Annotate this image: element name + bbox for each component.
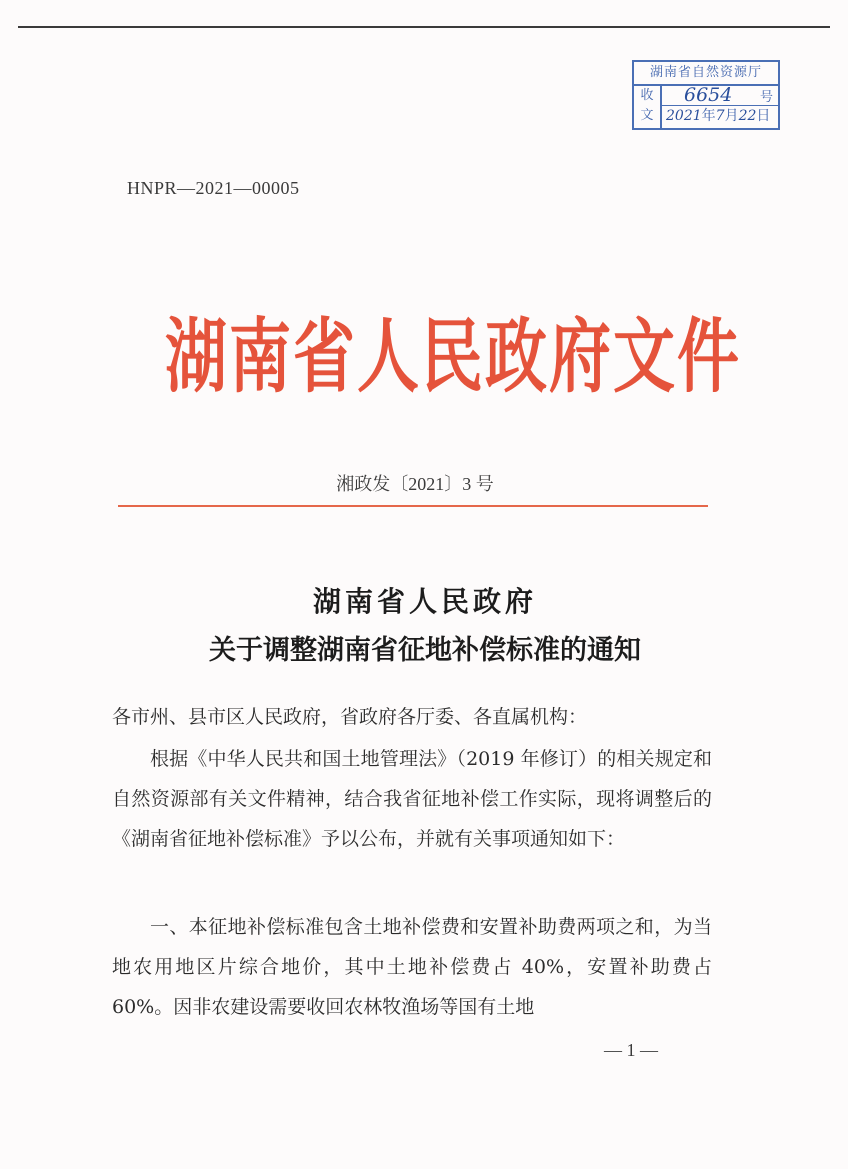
document-code: HNPR—2021—00005 bbox=[127, 178, 300, 198]
stamp-receipt-number: 6654 bbox=[684, 84, 733, 106]
stamp-date-day: 22 bbox=[738, 108, 757, 124]
stamp-date-year: 2021 bbox=[666, 108, 702, 124]
stamp-divider-vertical bbox=[660, 84, 662, 128]
receipt-stamp bbox=[632, 60, 780, 130]
red-divider-line bbox=[118, 505, 708, 507]
stamp-receive-label: 收 bbox=[640, 88, 654, 103]
stamp-document-label: 文 bbox=[640, 108, 654, 123]
stamp-year-char: 年 bbox=[701, 108, 716, 124]
top-border-line bbox=[18, 26, 830, 28]
paragraph-intro: 根据《中华人民共和国土地管理法》（2019 年修订）的相关规定和自然资源部有关文件精神，结合我省征地补偿工作实际，现将调整后的《湖南省征地补偿标准》予以公布，并就有关事项通知如下： bbox=[112, 748, 712, 850]
red-header-title: 湖南省人民政府文件 bbox=[165, 308, 742, 404]
issue-number: 湘政发〔2021〕3 号 bbox=[336, 474, 494, 494]
stamp-number-suffix: 号 bbox=[760, 90, 774, 105]
stamp-day-char: 日 bbox=[756, 108, 771, 124]
salutation: 各市州、县市区人民政府，省政府各厅委、各直属机构： bbox=[112, 706, 588, 728]
page-number: — 1 — bbox=[604, 1040, 658, 1060]
paragraph-item-one: 一、本征地补偿标准包含土地补偿费和安置补助费两项之和，为当地农用地区片综合地价，其中土地补偿费占 40%，安置补助费占 60%。因非农建设需要收回农林牧渔场等国有土地 bbox=[112, 916, 712, 1018]
document-heading-issuer: 湖南省人民政府 bbox=[312, 585, 537, 618]
stamp-date bbox=[666, 106, 770, 126]
stamp-date-month: 7 bbox=[715, 108, 725, 124]
stamp-organization: 湖南省自然资源厅 bbox=[634, 62, 778, 86]
document-heading-subject: 关于调整湖南省征地补偿标准的通知 bbox=[209, 635, 641, 666]
stamp-month-char: 月 bbox=[724, 108, 739, 124]
